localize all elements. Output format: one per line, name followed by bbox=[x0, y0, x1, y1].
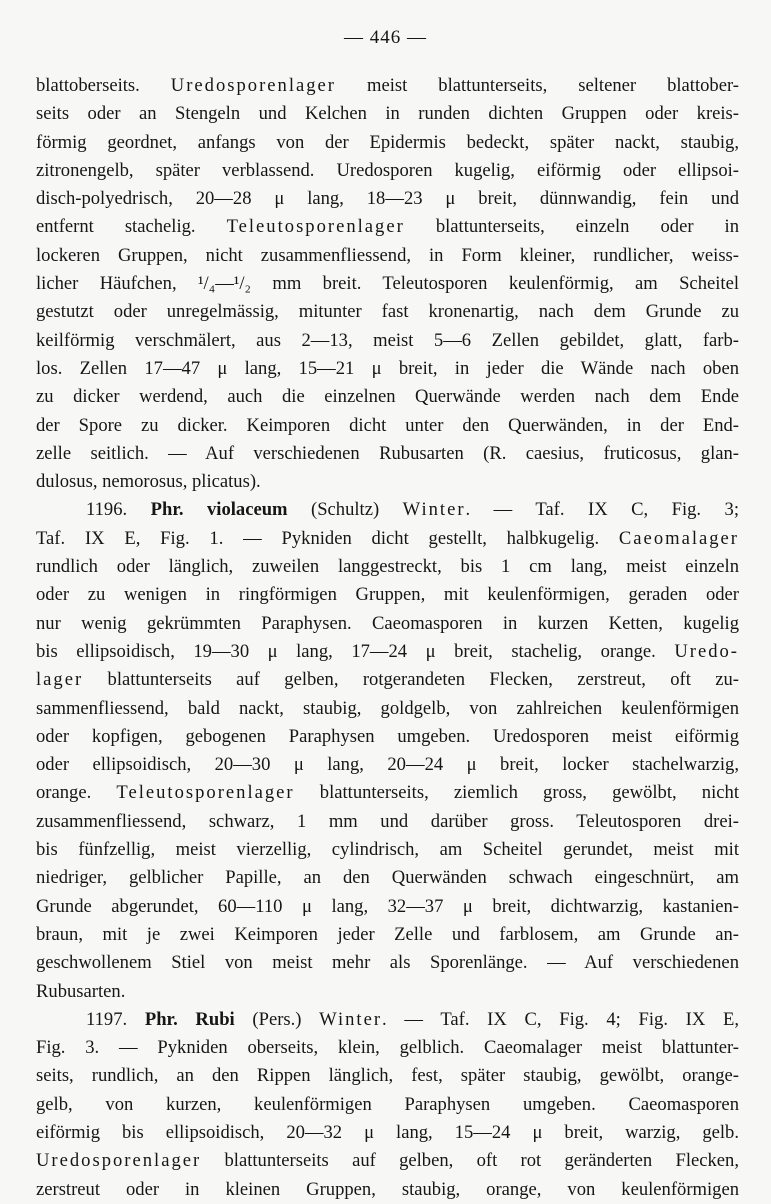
text-run: licher Häufchen, ¹/₄—¹/₂ mm breit. Teleutosporen keulenförmig, am Scheitel bbox=[36, 273, 739, 295]
text-line bbox=[36, 270, 739, 298]
text-line bbox=[36, 496, 739, 524]
text-line bbox=[36, 327, 739, 355]
text-line bbox=[36, 1091, 739, 1119]
species-name: Phr. Rubi bbox=[144, 1008, 235, 1030]
spaced-term: lager bbox=[36, 669, 84, 691]
text-run: dulosus, nemorosus, plicatus). bbox=[36, 471, 261, 493]
text-run: blattunterseits auf gelben, oft rot geränderten Flecken, bbox=[201, 1150, 739, 1172]
text-run: oder ellipsoidisch, 20—30 μ lang, 20—24 μ breit, locker stachelwarzig, bbox=[36, 754, 739, 776]
body-text bbox=[36, 72, 739, 1204]
spaced-term: Teleutosporenlager bbox=[226, 216, 405, 238]
spaced-term: Winter bbox=[319, 1008, 383, 1030]
text-line bbox=[36, 921, 739, 949]
text-run: 1196. bbox=[86, 499, 151, 521]
text-line bbox=[36, 779, 739, 807]
text-line bbox=[36, 949, 739, 977]
spaced-term: Uredosporenlager bbox=[170, 75, 336, 96]
text-line bbox=[36, 1062, 739, 1090]
text-line bbox=[36, 610, 739, 638]
text-line bbox=[36, 468, 739, 496]
text-run: los. Zellen 17—47 μ lang, 15—21 μ breit, in jeder die Wände nach oben bbox=[36, 357, 739, 379]
text-run: seits oder an Stengeln und Kelchen in runden dichten Gruppen oder kreis- bbox=[36, 103, 739, 125]
spaced-term: Uredo- bbox=[674, 640, 739, 662]
text-run: bis ellipsoidisch, 19—30 μ lang, 17—24 μ breit, stachelig, orange. bbox=[36, 640, 675, 662]
text-run: blattunterseits, einzeln oder in bbox=[404, 216, 739, 238]
text-line bbox=[36, 1147, 739, 1175]
text-line bbox=[36, 1119, 739, 1147]
text-line bbox=[36, 808, 739, 836]
text-run: meist blattunterseits, seltener blattober- bbox=[336, 75, 739, 96]
text-run: Fig. 3. — Pykniden oberseits, klein, gelblich. Caeomalager meist blattunter- bbox=[36, 1037, 739, 1059]
text-run: (Pers.) bbox=[234, 1008, 320, 1030]
text-run: sammenfliessend, bald nackt, staubig, goldgelb, von zahlreichen keulenförmigen bbox=[36, 697, 739, 719]
text-run: bis fünfzellig, meist vierzellig, cylindrisch, am Scheitel gerundet, meist mit bbox=[36, 839, 739, 861]
text-run: gelb, von kurzen, keulenförmigen Paraphysen umgeben. Caeomasporen bbox=[36, 1093, 739, 1115]
text-run: zu dicker werdend, auch die einzelnen Querwände werden nach dem Ende bbox=[36, 386, 739, 408]
text-run: Rubusarten. bbox=[36, 980, 126, 1002]
spaced-term: Teleutosporenlager bbox=[116, 782, 295, 804]
text-run: oder zu wenigen in ringförmigen Gruppen, mit keulenförmigen, geraden oder bbox=[36, 584, 739, 606]
text-run: eiförmig bis ellipsoidisch, 20—32 μ lang, 15—24 μ breit, warzig, gelb. bbox=[36, 1121, 739, 1143]
text-run: seits, rundlich, an den Rippen länglich, fest, später staubig, gewölbt, orange- bbox=[36, 1065, 739, 1087]
spaced-term: Uredosporenlager bbox=[36, 1150, 202, 1172]
text-line bbox=[36, 751, 739, 779]
text-line bbox=[36, 978, 739, 1006]
text-run: zerstreut oder in kleinen Gruppen, staubig, orange, von keulenförmigen bbox=[36, 1178, 739, 1200]
text-run: blattoberseits. bbox=[36, 75, 171, 96]
text-line bbox=[36, 638, 739, 666]
text-line bbox=[36, 893, 739, 921]
text-run: niedriger, gelblicher Papille, an den Querwänden schwach eingeschnürt, am bbox=[36, 867, 739, 889]
text-line bbox=[36, 72, 739, 100]
text-line bbox=[36, 695, 739, 723]
text-line bbox=[36, 581, 739, 609]
text-run: zitronengelb, später verblassend. Uredosporen kugelig, eiförmig oder ellipsoi- bbox=[36, 159, 739, 181]
text-run: blattunterseits auf gelben, rotgerandeten Flecken, zerstreut, oft zu- bbox=[83, 669, 739, 691]
text-run: entfernt stachelig. bbox=[36, 216, 227, 238]
text-run: zelle seitlich. — Auf verschiedenen Rubusarten (R. caesius, fruticosus, glan- bbox=[36, 442, 739, 464]
text-line bbox=[36, 440, 739, 468]
text-run: . — Taf. IX C, Fig. 3; bbox=[465, 499, 739, 521]
species-name: Phr. violaceum bbox=[150, 499, 288, 521]
text-run: rundlich oder länglich, zuweilen langgestreckt, bis 1 cm lang, meist einzeln bbox=[36, 556, 739, 578]
text-line bbox=[36, 836, 739, 864]
text-run: disch-polyedrisch, 20—28 μ lang, 18—23 μ breit, dünnwandig, fein und bbox=[36, 188, 739, 210]
text-run: blattunterseits, ziemlich gross, gewölbt, nicht bbox=[294, 782, 739, 804]
text-run: keilförmig verschmälert, aus 2—13, meist 5—6 Zellen gebildet, glatt, farb- bbox=[36, 329, 739, 351]
text-run: . — Taf. IX C, Fig. 4; Fig. IX E, bbox=[382, 1008, 739, 1030]
text-run: lockeren Gruppen, nicht zusammenfliessend, in Form kleiner, rundlicher, weiss- bbox=[36, 244, 739, 266]
text-run: braun, mit je zwei Keimporen jeder Zelle und farblosem, am Grunde an- bbox=[36, 923, 739, 945]
text-run: der Spore zu dicker. Keimporen dicht unter den Querwänden, in der End- bbox=[36, 414, 739, 436]
text-run: oder kopfigen, gebogenen Paraphysen umgeben. Uredosporen meist eiförmig bbox=[36, 725, 739, 747]
text-line bbox=[36, 157, 739, 185]
text-line bbox=[36, 242, 739, 270]
text-line bbox=[36, 723, 739, 751]
page-number: — 446 — bbox=[344, 27, 427, 48]
text-line bbox=[36, 129, 739, 157]
text-line bbox=[36, 864, 739, 892]
text-run: nur wenig gekrümmten Paraphysen. Caeomasporen in kurzen Ketten, kugelig bbox=[36, 612, 739, 634]
text-line bbox=[36, 412, 739, 440]
text-line bbox=[36, 298, 739, 326]
text-line bbox=[36, 553, 739, 581]
text-line bbox=[36, 1034, 739, 1062]
text-line bbox=[36, 383, 739, 411]
text-line bbox=[36, 666, 739, 694]
text-run: orange. bbox=[36, 782, 117, 804]
text-run: Taf. IX E, Fig. 1. — Pykniden dicht gestellt, halbkugelig. bbox=[36, 527, 619, 549]
text-run: Grunde abgerundet, 60—110 μ lang, 32—37 μ breit, dichtwarzig, kastanien- bbox=[36, 895, 739, 917]
text-line bbox=[36, 100, 739, 128]
text-line bbox=[36, 525, 739, 553]
text-line bbox=[36, 213, 739, 241]
text-line bbox=[36, 355, 739, 383]
text-line bbox=[36, 185, 739, 213]
text-run: förmig geordnet, anfangs von der Epidermis bedeckt, später nackt, staubig, bbox=[36, 131, 739, 153]
text-run: (Schultz) bbox=[287, 499, 403, 521]
text-run: 1197. bbox=[86, 1008, 145, 1030]
text-run: geschwollenem Stiel von meist mehr als Sporenlänge. — Auf verschiedenen bbox=[36, 952, 739, 974]
text-run: zusammenfliessend, schwarz, 1 mm und darüber gross. Teleutosporen drei- bbox=[36, 810, 739, 832]
text-line bbox=[36, 1006, 739, 1034]
spaced-term: Winter bbox=[402, 499, 466, 521]
spaced-term: Caeomalager bbox=[618, 527, 739, 549]
text-run: gestutzt oder unregelmässig, mitunter fast kronenartig, nach dem Grunde zu bbox=[36, 301, 739, 323]
